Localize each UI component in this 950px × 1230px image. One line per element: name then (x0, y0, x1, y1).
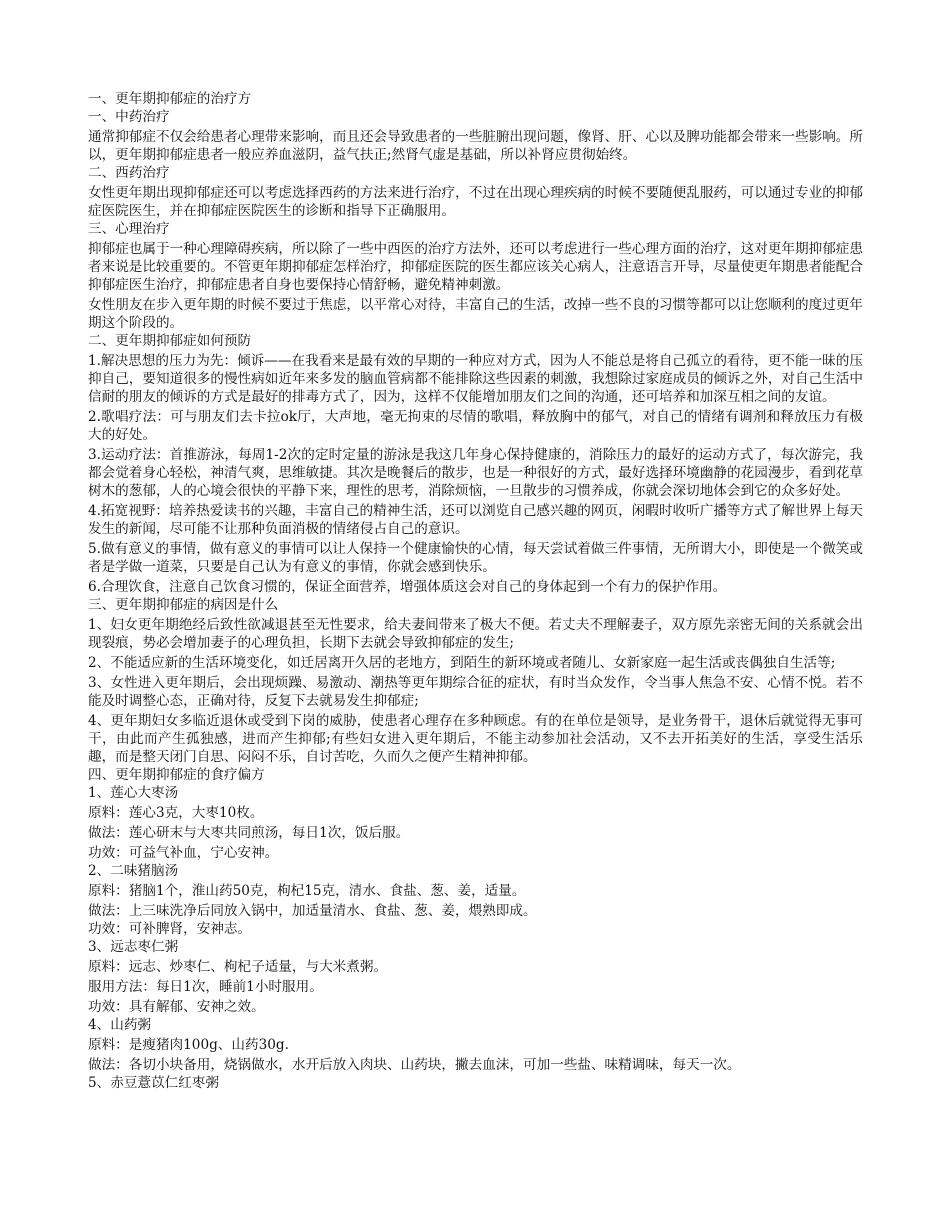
section-heading: 二、更年期抑郁症如何预防 (88, 333, 252, 349)
paragraph: 通常抑郁症不仅会给患者心理带来影响，而且还会导致患者的一些脏腑出现问题，像肾、肝、心以及脾功能都会带来一些影响。所以，更年期抑郁症患者一般应养血滋阴，益气扶正;然肾气虚是基础，所以补肾应贯彻始终。 (88, 129, 863, 163)
section-heading: 四、更年期抑郁症的食疗偏方 (88, 767, 265, 783)
paragraph: 女性更年期出现抑郁症还可以考虑选择西药的方法来进行治疗，不过在出现心理疾病的时候不要随便乱服药，可以通过专业的抑郁症医院医生，并在抑郁症医院医生的诊断和指导下正确服用。 (88, 185, 863, 219)
paragraph: 6.合理饮食，注意自己饮食习惯的，保证全面营养，增强体质这会对自己的身体起到一个有力的保护作用。 (88, 579, 727, 595)
paragraph: 3.运动疗法：首推游泳，每周1-2次的定时定量的游泳是我这几年身心保持健康的，消除压力的最好的运动方式了，每次游完，我都会觉着身心轻松，神清气爽，思维敏捷。其次是晚餐后的散步，也是一种很好的方式，最好选择环境幽静的花园漫步，看到花草树木的葱郁，人的心境会很快的平静下来，理性的思考，消除烦恼，一旦散步的习惯养成，你就会深切地体会到它的众多好处。 (88, 447, 863, 499)
paragraph: 3、女性进入更年期后，会出现烦躁、易激动、潮热等更年期综合征的症状，有时当众发作，令当事人焦急不安、心情不悦。若不能及时调整心态，正确对待，反复下去就易发生抑郁症; (88, 675, 863, 709)
paragraph: 做法：上三味洗净后同放入锅中，加适量清水、食盐、葱、姜，煨熟即成。 (88, 903, 537, 919)
paragraph: 抑郁症也属于一种心理障碍疾病，所以除了一些中西医的治疗方法外，还可以考虑进行一些心理方面的治疗，这对更年期抑郁症患者来说是比较重要的。不管更年期抑郁症怎样治疗，抑郁症医院的医生都应该关心病人，注意语言开导，尽量使更年期患者能配合抑郁症医生治疗，抑郁症患者自身也要保持心情舒畅，避免精神刺激。 (88, 241, 863, 293)
paragraph: 1、妇女更年期绝经后致性欲减退甚至无性要求，给夫妻间带来了极大不便。若丈夫不理解妻子，双方原先亲密无间的关系就会出现裂痕，势必会增加妻子的心理负担，长期下去就会导致抑郁症的发生; (88, 617, 863, 651)
paragraph: 原料：莲心3克，大枣10枚。 (88, 805, 264, 821)
section-heading: 一、更年期抑郁症的治疗方 (88, 91, 252, 107)
section-heading: 2、二味猪脑汤 (88, 863, 179, 879)
paragraph: 2.歌唱疗法：可与朋友们去卡拉ok厅，大声地，毫无拘束的尽情的歌唱，释放胸中的郁气，对自己的情绪有调剂和释放压力有极大的好处。 (88, 409, 863, 443)
paragraph: 功效：具有解郁、安神之效。 (88, 999, 265, 1015)
section-heading: 1、莲心大枣汤 (88, 785, 179, 801)
paragraph: 4、更年期妇女多临近退休或受到下岗的威胁，使患者心理存在多种顾虑。有的在单位是领导，是业务骨干，退休后就觉得无事可干，由此而产生孤独感，进而产生抑郁;有些妇女进入更年期后，不能主动参加社会活动，又不去开拓美好的生活，享受生活乐趣，而是整天闭门自思、闷闷不乐，自讨苦吃，久而久之便产生精神抑郁。 (88, 713, 863, 765)
section-heading: 5、赤豆薏苡仁红枣粥 (88, 1075, 219, 1091)
paragraph: 女性朋友在步入更年期的时候不要过于焦虑，以平常心对待，丰富自己的生活，改掉一些不良的习惯等都可以让您顺利的度过更年期这个阶段的。 (88, 297, 863, 331)
section-heading: 三、心理治疗 (88, 221, 170, 237)
section-heading: 三、更年期抑郁症的病因是什么 (88, 597, 279, 613)
document-body (88, 90, 863, 1092)
section-heading: 二、西药治疗 (88, 165, 170, 181)
paragraph: 原料：是瘦猪肉100g、山药30g. (88, 1037, 289, 1053)
paragraph: 原料：猪脑1个，淮山药50克，枸杞15克，清水、食盐、葱、姜，适量。 (88, 883, 526, 899)
paragraph: 原料：远志、炒枣仁、枸杞子适量，与大米煮粥。 (88, 959, 388, 975)
section-heading: 一、中药治疗 (88, 109, 170, 125)
paragraph: 4.拓宽视野：培养热爱读书的兴趣，丰富自己的精神生活，还可以浏览自己感兴趣的网页，闲暇时收听广播等方式了解世界上每天发生的新闻，尽可能不让那种负面消极的情绪侵占自己的意识。 (88, 503, 863, 537)
paragraph: 1.解决思想的压力为先：倾诉——在我看来是最有效的早期的一种应对方式，因为人不能总是将自己孤立的看待，更不能一昧的压抑自己，要知道很多的慢性病如近年来多发的脑血管病都不能排除这些因素的刺激，我想除过家庭成员的倾诉之外，对自己生活中信耐的朋友的倾诉的方式是最好的排毒方式了，因为，这样不仅能增加朋友们之间的沟通，还可培养和加深互相之间的友谊。 (88, 353, 863, 405)
paragraph: 5.做有意义的事情，做有意义的事情可以让人保持一个健康愉快的心情，每天尝试着做三件事情，无所谓大小，即使是一个微笑或者是学做一道菜，只要是自己认为有意义的事情，你就会感到快乐。 (88, 541, 863, 575)
paragraph: 功效：可益气补血，宁心安神。 (88, 845, 279, 861)
paragraph: 做法：各切小块备用，烧锅做水，水开后放入肉块、山药块，撇去血沫，可加一些盐、味精调味，每天一次。 (88, 1057, 741, 1073)
paragraph: 2、不能适应新的生活环境变化，如迁居离开久居的老地方，到陌生的新环境或者随儿、女新家庭一起生活或丧偶独自生活等; (88, 655, 836, 671)
paragraph: 做法：莲心研末与大枣共同煎汤，每日1次，饭后服。 (88, 825, 410, 841)
section-heading: 功效：可补脾肾，安神志。 (88, 921, 252, 937)
paragraph: 服用方法：每日1次，睡前1小时服用。 (88, 979, 323, 995)
section-heading: 4、山药粥 (88, 1017, 152, 1033)
section-heading: 3、远志枣仁粥 (88, 939, 179, 955)
